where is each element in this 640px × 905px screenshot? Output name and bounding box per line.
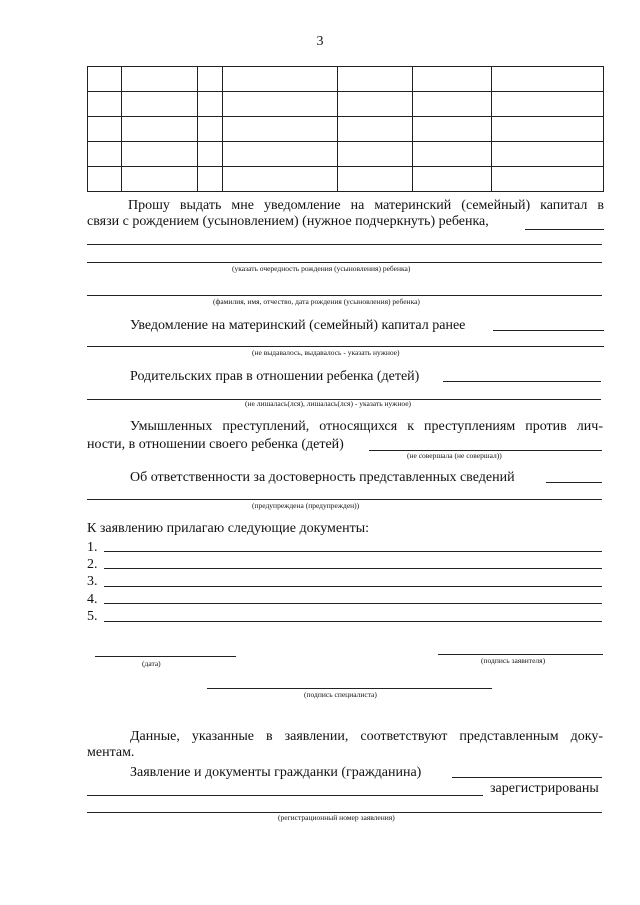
parental-label: Родительских прав в отношении ребенка (детей)	[130, 369, 420, 384]
table-cell[interactable]	[222, 92, 338, 117]
notice-line[interactable]	[87, 346, 604, 347]
attachment-number: 3.	[87, 574, 98, 589]
table-cell[interactable]	[197, 67, 222, 92]
request-line-2: связи с рождением (усыновлением) (нужное подчеркнуть) ребенка,	[87, 214, 489, 229]
table-cell[interactable]	[197, 167, 222, 192]
table-cell[interactable]	[88, 167, 122, 192]
responsibility-label: Об ответственности за достоверность представленных сведений	[130, 470, 515, 485]
attachment-line[interactable]	[104, 586, 602, 587]
attachment-line[interactable]	[104, 568, 602, 569]
page-number: 3	[316, 34, 324, 49]
table-cell[interactable]	[121, 142, 197, 167]
hint-child-order: (указать очередность рождения (усыновления) ребенка)	[232, 264, 411, 273]
table-cell[interactable]	[338, 142, 413, 167]
table-cell[interactable]	[338, 92, 413, 117]
children-table	[87, 66, 604, 192]
child-order-line-1[interactable]	[87, 244, 602, 245]
table-cell[interactable]	[413, 92, 492, 117]
docs-field-line[interactable]	[452, 777, 602, 778]
hint-applicant-signature: (подпись заявителя)	[481, 656, 546, 665]
hint-specialist-signature: (подпись специалиста)	[304, 690, 377, 699]
date-line[interactable]	[95, 656, 236, 657]
table-cell[interactable]	[197, 117, 222, 142]
specialist-signature-line[interactable]	[207, 688, 492, 689]
table-cell[interactable]	[492, 167, 604, 192]
registered-label: зарегистрированы	[490, 781, 599, 796]
notice-field-line[interactable]	[493, 330, 604, 331]
hint-reg-number: (регистрационный номер заявления)	[278, 813, 395, 822]
hint-crimes: (не совершала (не совершал))	[407, 451, 502, 460]
hint-responsibility: (предупреждена (предупрежден))	[252, 501, 360, 510]
table-cell[interactable]	[222, 167, 338, 192]
table-cell[interactable]	[222, 67, 338, 92]
applicant-signature-line[interactable]	[438, 654, 603, 655]
table-cell[interactable]	[88, 67, 122, 92]
table-cell[interactable]	[413, 142, 492, 167]
attachments-title: К заявлению прилагаю следующие документы:	[87, 521, 370, 536]
crimes-line-1: Умышленных преступлений, относящихся к преступлениям против лич-	[130, 419, 603, 434]
table-cell[interactable]	[492, 142, 604, 167]
table-cell[interactable]	[492, 67, 604, 92]
table-cell[interactable]	[197, 142, 222, 167]
table-cell[interactable]	[222, 117, 338, 142]
responsibility-line[interactable]	[87, 499, 602, 500]
table-row	[88, 67, 604, 92]
responsibility-field-line[interactable]	[546, 482, 602, 483]
child-order-line-2[interactable]	[87, 262, 602, 263]
verification-line-2: ментам.	[87, 745, 135, 760]
notice-label: Уведомление на материнский (семейный) капитал ранее	[130, 318, 466, 333]
table-cell[interactable]	[338, 117, 413, 142]
table-cell[interactable]	[222, 142, 338, 167]
table-cell[interactable]	[121, 167, 197, 192]
parental-field-line[interactable]	[443, 381, 601, 382]
table-cell[interactable]	[338, 67, 413, 92]
child-name-line[interactable]	[87, 295, 602, 296]
table-cell[interactable]	[413, 67, 492, 92]
table-row	[88, 142, 604, 167]
hint-child-name: (фамилия, имя, отчество, дата рождения (усыновления) ребенка)	[213, 297, 420, 306]
attachment-number: 2.	[87, 557, 98, 572]
attachment-number: 4.	[87, 592, 98, 607]
child-field-line[interactable]	[525, 229, 604, 230]
attachment-number: 5.	[87, 609, 98, 624]
table-cell[interactable]	[492, 92, 604, 117]
attachment-line[interactable]	[104, 603, 602, 604]
table-cell[interactable]	[338, 167, 413, 192]
hint-notice: (не выдавалось, выдавалось - указать нужное)	[252, 348, 400, 357]
table-cell[interactable]	[88, 142, 122, 167]
attachment-line[interactable]	[104, 551, 602, 552]
table-row	[88, 117, 604, 142]
attachment-number: 1.	[87, 540, 98, 555]
table-cell[interactable]	[121, 67, 197, 92]
verification-line-1: Данные, указанные в заявлении, соответствуют представленным доку-	[130, 729, 603, 744]
table-cell[interactable]	[413, 117, 492, 142]
table-cell[interactable]	[121, 117, 197, 142]
table-row	[88, 92, 604, 117]
attachment-line[interactable]	[104, 621, 602, 622]
table-cell[interactable]	[492, 117, 604, 142]
crimes-line-2: ности, в отношении своего ребенка (детей)	[87, 437, 344, 452]
registered-line[interactable]	[87, 795, 483, 796]
table-cell[interactable]	[197, 92, 222, 117]
table-cell[interactable]	[88, 117, 122, 142]
table-cell[interactable]	[413, 167, 492, 192]
table-cell[interactable]	[121, 92, 197, 117]
hint-parental: (не лишалась(лся), лишалась(лся) - указать нужное)	[245, 399, 412, 408]
hint-date: (дата)	[142, 659, 161, 668]
table-row	[88, 167, 604, 192]
table-cell[interactable]	[88, 92, 122, 117]
docs-label: Заявление и документы гражданки (гражданина)	[130, 765, 422, 780]
request-line-1: Прошу выдать мне уведомление на материнский (семейный) капитал в	[128, 198, 604, 213]
